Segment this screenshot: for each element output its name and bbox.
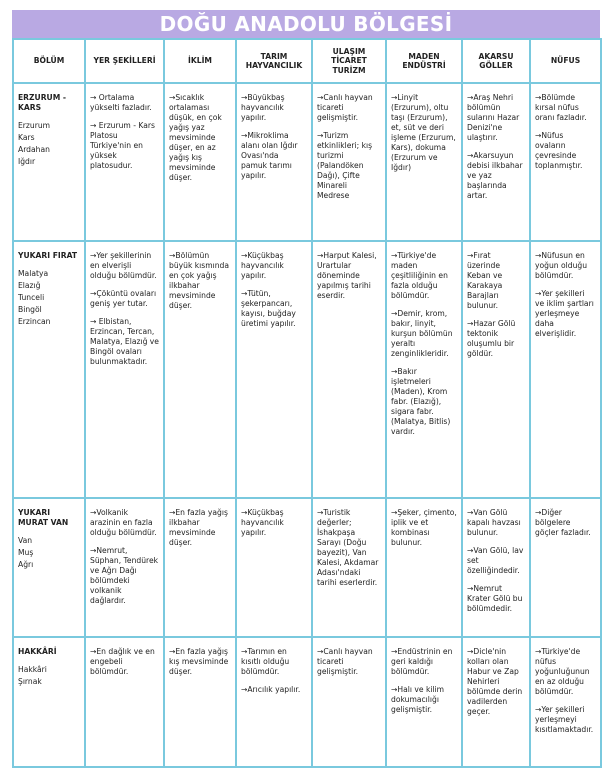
maden-cell [386, 83, 462, 241]
cell-item: →Nemrut, Süphan, Tendürek ve Ağrı Dağı bölümdeki volkanik dağlardır. [90, 546, 159, 605]
cell-item: →Fırat üzerinde Keban ve Karakaya Barajları bulunur. [467, 251, 503, 310]
region-cell [13, 498, 85, 637]
cell-item: →Şeker, çimento, iplik ve et kombinası bulunur. [391, 508, 457, 547]
cell-item: →Linyit (Erzurum), oltu taşı (Erzurum), et, süt ve deri işleme (Erzurum, Kars), dokuma (Erzurum ve Iğdır) [391, 93, 456, 172]
cell-item: →Bölümde kırsal nüfus oranı fazladır. [535, 93, 587, 122]
yer-sekilleri-cell [85, 637, 164, 767]
province-name: Hakkâri [18, 665, 47, 674]
province-name: Bingöl [18, 305, 42, 314]
cell-item: →Turizm etkinlikleri; kış turizmi (Palandöken Dağı), Çifte Minareli Medrese [317, 131, 373, 200]
province-name: Erzincan [18, 317, 51, 326]
akarsu-cell [462, 83, 530, 241]
cell-item: → Ortalama yükselti fazladır. [90, 93, 152, 112]
cell-item: →Bakır işletmeleri (Maden), Krom fabr. (Elazığ), sigara fabr. (Malatya, Bitlis) vardır. [391, 367, 451, 436]
cell-item: →Tütün, şekerpancarı, kayısı, buğday üretimi yapılır. [241, 289, 296, 328]
header-nufus: NÜFUS [530, 39, 601, 83]
nufus-cell [530, 241, 601, 498]
header-ulasim: ULAŞIM TİCARET TURİZM [312, 39, 386, 83]
cell-item: →Çöküntü ovaları geniş yer tutar. [90, 289, 157, 308]
cell-item: →Harput Kalesi, Urartular döneminde yapılmış tarihi eserdir. [317, 251, 377, 300]
nufus-cell [530, 498, 601, 637]
yer-sekilleri-cell [85, 83, 164, 241]
maden-cell [386, 241, 462, 498]
yer-sekilleri-cell [85, 498, 164, 637]
region-name: YUKARI MURAT VAN [18, 508, 69, 527]
cell-item: →Bölümün büyük kısmında en çok yağış ilkbahar mevsiminde düşer. [169, 251, 230, 310]
region-cell [13, 637, 85, 767]
header-tarim: TARIM HAYVANCILIK [236, 39, 312, 83]
cell-item: →Mikroklima alanı olan Iğdır Ovası'nda pamuk tarımı yapılır. [241, 131, 298, 180]
cell-item: →Türkiye'de maden çeşitliliğinin en fazla olduğu bölümdür. [391, 251, 448, 300]
province-name: Ağrı [18, 560, 34, 569]
province-name: Ardahan [18, 145, 50, 154]
region-name: ERZURUM - KARS [18, 93, 67, 112]
akarsu-cell [462, 498, 530, 637]
province-name: Kars [18, 133, 35, 142]
iklim-cell [164, 241, 236, 498]
tarim-cell [236, 83, 312, 241]
maden-cell [386, 637, 462, 767]
province-name: Iğdır [18, 157, 36, 166]
cell-item: →Küçükbaş hayvancılık yapılır. [241, 508, 284, 537]
table-row [13, 498, 601, 637]
cell-item: →Sıcaklık ortalaması düşük, en çok yağış yaz mevsiminde düşer, en az yağış kış mevsiminde düşer. [169, 93, 222, 182]
cell-item: →Tarımın en kısıtlı olduğu bölümdür. [241, 647, 290, 676]
cell-item: →En fazla yağış ilkbahar mevsiminde düşer. [169, 508, 228, 547]
province-name: Elazığ [18, 281, 41, 290]
cell-item: →Türkiye'de nüfus yoğunluğunun en az olduğu bölümdür. [535, 647, 590, 696]
province-name: Muş [18, 548, 34, 557]
cell-item: →Demir, krom, bakır, linyit, kurşun bölümün yeraltı zenginlikleridir. [391, 309, 453, 358]
province-name: Şırnak [18, 677, 42, 686]
cell-item: →Diğer bölgelere göçler fazladır. [535, 508, 591, 537]
cell-item: →Arıcılık yapılır. [241, 685, 301, 694]
header-bolum: BÖLÜM [13, 39, 85, 83]
region-cell [13, 241, 85, 498]
akarsu-cell [462, 637, 530, 767]
table-row [13, 241, 601, 498]
ulasim-cell [312, 498, 386, 637]
tarim-cell [236, 241, 312, 498]
ulasim-cell [312, 637, 386, 767]
iklim-cell [164, 83, 236, 241]
cell-item: →En fazla yağış kış mevsiminde düşer. [169, 647, 229, 676]
maden-cell [386, 498, 462, 637]
iklim-cell [164, 637, 236, 767]
cell-item: →Nüfus ovaların çevresinde toplanmıştır. [535, 131, 583, 170]
cell-item: →Nüfusun en yoğun olduğu bölümdür. [535, 251, 588, 280]
region-cell [13, 83, 85, 241]
cell-item: →Turistik değerler; İshakpaşa Sarayı (Doğu bayezit), Van Kalesi, Akdamar Adası'ndaki tarihi eserlerdir. [317, 508, 379, 587]
header-row [13, 39, 601, 83]
cell-item: →Van Gölü kapalı havzası bulunur. [467, 508, 521, 537]
cell-item: →Van Gölü, lav set özelliğindedir. [467, 546, 524, 575]
cell-item: →Canlı hayvan ticareti gelişmiştir. [317, 647, 373, 676]
province-name: Malatya [18, 269, 49, 278]
header-yer-sekilleri: YER ŞEKİLLERİ [85, 39, 164, 83]
page-title: DOĞU ANADOLU BÖLGESİ [12, 10, 600, 38]
cell-item: →En dağlık ve en engebeli bölümdür. [90, 647, 155, 676]
cell-item: →Akarsuyun debisi ilkbahar ve yaz başlarında artar. [467, 151, 523, 200]
region-name: YUKARI FIRAT [18, 251, 78, 260]
cell-item: →Yer şekilleri yerleşmeyi kısıtlamaktadır. [535, 705, 594, 734]
cell-item: →Nemrut Krater Gölü bu bölümdedir. [467, 584, 523, 613]
yer-sekilleri-cell [85, 241, 164, 498]
table-row [13, 637, 601, 767]
header-iklim: İKLİM [164, 39, 236, 83]
cell-item: →Küçükbaş hayvancılık yapılır. [241, 251, 284, 280]
province-name: Erzurum [18, 121, 51, 130]
cell-item: →Yer şekillerinin en elverişli olduğu bölümdür. [90, 251, 157, 280]
ulasim-cell [312, 241, 386, 498]
nufus-cell [530, 83, 601, 241]
tarim-cell [236, 637, 312, 767]
cell-item: →Hazar Gölü tektonik oluşumlu bir göldür. [467, 319, 516, 358]
cell-item: →Canlı hayvan ticareti gelişmiştir. [317, 93, 373, 122]
province-name: Tunceli [18, 293, 45, 302]
cell-item: →Büyükbaş hayvancılık yapılır. [241, 93, 285, 122]
cell-item: →Yer şekilleri ve iklim şartları yerleşmeye daha elverişlidir. [535, 289, 594, 338]
akarsu-cell [462, 241, 530, 498]
region-table [12, 38, 602, 768]
tarim-cell [236, 498, 312, 637]
ulasim-cell [312, 83, 386, 241]
cell-item: →Halı ve kilim dokumacılığı gelişmiştir. [391, 685, 445, 714]
cell-item: →Dicle'nin kolları olan Habur ve Zap Nehirleri bölümde derin vadilerden geçer. [467, 647, 523, 716]
cell-item: →Araş Nehri bölümün sularını Hazar Denizi'ne ulaştırır. [467, 93, 520, 142]
cell-item: → Elbistan, Erzincan, Tercan, Malatya, Elazığ ve Bingöl ovaları bulunmaktadır. [90, 317, 159, 366]
province-name: Van [18, 536, 33, 545]
cell-item: → Erzurum - Kars Platosu Türkiye'nin en yüksek platosudur. [90, 121, 155, 170]
header-akarsu: AKARSU GÖLLER [462, 39, 530, 83]
cell-item: →Volkanik arazinin en fazla olduğu bölümdür. [90, 508, 157, 537]
header-maden: MADEN ENDÜSTRİ [386, 39, 462, 83]
region-name: HAKKÂRİ [18, 647, 57, 656]
nufus-cell [530, 637, 601, 767]
cell-item: →Endüstrinin en geri kaldığı bölümdür. [391, 647, 453, 676]
iklim-cell [164, 498, 236, 637]
table-row [13, 83, 601, 241]
